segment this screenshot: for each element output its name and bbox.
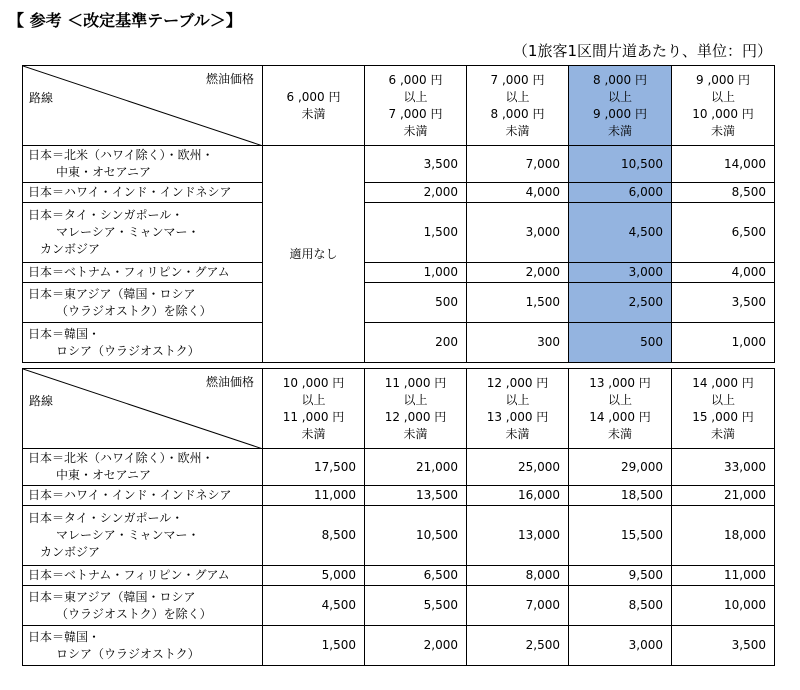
value-cell: 25,000 <box>467 449 569 486</box>
corner-cell <box>23 66 263 146</box>
header-line: 以上 <box>403 89 428 104</box>
value-cell: 6,500 <box>365 566 467 586</box>
header-line: 11 ,000 円 <box>384 375 447 390</box>
route-line: マレーシア・ミャンマー・ <box>56 528 200 542</box>
header-line: 未満 <box>403 123 428 138</box>
value-cell: 3,500 <box>672 626 775 666</box>
header-line: 未満 <box>301 106 326 121</box>
value-cell: 11,000 <box>263 486 365 506</box>
value-cell: 2,000 <box>365 183 467 203</box>
table-row <box>23 626 775 666</box>
value-cell-highlighted: 500 <box>569 323 672 363</box>
header-line: 以上 <box>403 392 428 407</box>
header-cell <box>672 66 775 146</box>
header-cell-highlighted <box>569 66 672 146</box>
route-cell <box>23 283 263 323</box>
route-cell <box>23 183 263 203</box>
route-cell <box>23 146 263 183</box>
header-line: 14 ,000 円 <box>589 409 651 424</box>
value-cell-highlighted: 10,500 <box>569 146 672 183</box>
route-cell <box>23 263 263 283</box>
value-cell: 8,500 <box>569 586 672 626</box>
header-line: 7 ,000 円 <box>388 106 443 121</box>
value-cell: 11,000 <box>672 566 775 586</box>
route-cell <box>23 486 263 506</box>
header-line: 以上 <box>607 89 632 104</box>
table-row <box>23 146 775 183</box>
fuel-price-label: 燃油価格 <box>205 72 254 86</box>
route-line: ロシア（ウラジオストク） <box>56 343 200 358</box>
route-line: 日本＝北米（ハワイ除く）・欧州・ <box>28 451 214 465</box>
value-cell-highlighted: 4,500 <box>569 203 672 263</box>
route-line: ロシア（ウラジオストク） <box>56 646 200 661</box>
value-cell: 3,000 <box>467 203 569 263</box>
value-cell: 5,000 <box>263 566 365 586</box>
header-line: 9 ,000 円 <box>593 106 647 121</box>
route-line: 日本＝北米（ハワイ除く）・欧州・ <box>28 148 214 162</box>
header-cell <box>569 369 672 449</box>
header-line: 10 ,000 円 <box>692 106 754 121</box>
fuel-surcharge-table-1 <box>22 65 775 363</box>
value-cell: 13,500 <box>365 486 467 506</box>
value-cell: 500 <box>365 283 467 323</box>
value-cell: 3,500 <box>672 283 775 323</box>
header-line: 10 ,000 円 <box>282 375 345 390</box>
value-cell: 15,500 <box>569 506 672 566</box>
header-line: 6 ,000 円 <box>286 89 341 104</box>
value-cell-highlighted: 6,000 <box>569 183 672 203</box>
route-line: 日本＝韓国・ <box>28 326 101 341</box>
value-cell: 6,500 <box>672 203 775 263</box>
route-line: 日本＝ベトナム・フィリピン・グアム <box>28 265 230 279</box>
route-cell <box>23 323 263 363</box>
header-line: 14 ,000 円 <box>692 375 754 390</box>
corner-cell <box>23 369 263 449</box>
header-line: 13 ,000 円 <box>589 375 651 390</box>
value-cell: 10,000 <box>672 586 775 626</box>
route-line: 中東・オセアニア <box>56 165 152 179</box>
route-line: 日本＝タイ・シンガポール・ <box>28 208 184 222</box>
value-cell-highlighted: 3,000 <box>569 263 672 283</box>
value-cell: 18,000 <box>672 506 775 566</box>
value-cell: 13,000 <box>467 506 569 566</box>
header-line: 以上 <box>607 392 632 407</box>
value-cell: 1,500 <box>365 203 467 263</box>
route-cell <box>23 449 263 486</box>
route-line: 中東・オセアニア <box>56 468 152 482</box>
value-cell: 21,000 <box>672 486 775 506</box>
header-row <box>23 369 775 449</box>
header-cell <box>672 369 775 449</box>
route-cell <box>23 506 263 566</box>
route-cell <box>23 626 263 666</box>
value-cell: 21,000 <box>365 449 467 486</box>
header-line: 未満 <box>505 426 530 441</box>
value-cell: 17,500 <box>263 449 365 486</box>
header-row <box>23 66 775 146</box>
table-row <box>23 506 775 566</box>
route-label: 路線 <box>29 91 54 105</box>
header-line: 未満 <box>403 426 428 441</box>
not-applicable-cell: 適用なし <box>263 146 365 363</box>
value-cell: 9,500 <box>569 566 672 586</box>
value-cell: 29,000 <box>569 449 672 486</box>
header-line: 12 ,000 円 <box>486 375 549 390</box>
value-cell: 7,000 <box>467 146 569 183</box>
header-cell <box>365 369 467 449</box>
header-line: 未満 <box>301 426 326 441</box>
value-cell: 3,000 <box>569 626 672 666</box>
route-label: 路線 <box>29 394 54 408</box>
value-cell: 2,000 <box>365 626 467 666</box>
route-line: マレーシア・ミャンマー・ <box>56 225 200 239</box>
value-cell-highlighted: 2,500 <box>569 283 672 323</box>
route-cell <box>23 586 263 626</box>
route-line: （ウラジオストク）を除く） <box>56 303 212 318</box>
route-line: 日本＝タイ・シンガポール・ <box>28 511 184 525</box>
route-line: 日本＝ハワイ・インド・インドネシア <box>28 185 232 199</box>
header-cell <box>263 369 365 449</box>
fuel-surcharge-table-2 <box>22 368 775 666</box>
header-line: 以上 <box>505 89 530 104</box>
value-cell: 200 <box>365 323 467 363</box>
value-cell: 1,500 <box>467 283 569 323</box>
value-cell: 4,000 <box>467 183 569 203</box>
header-line: 以上 <box>710 89 735 104</box>
route-line: 日本＝韓国・ <box>28 629 101 644</box>
header-line: 8 ,000 円 <box>593 72 647 87</box>
header-line: 6 ,000 円 <box>388 72 443 87</box>
value-cell: 4,500 <box>263 586 365 626</box>
value-cell: 10,500 <box>365 506 467 566</box>
value-cell: 18,500 <box>569 486 672 506</box>
table-row <box>23 203 775 263</box>
route-line: カンボジア <box>40 242 101 256</box>
value-cell: 2,500 <box>467 626 569 666</box>
header-line: 15 ,000 円 <box>692 409 754 424</box>
value-cell: 5,500 <box>365 586 467 626</box>
unit-note: （1旅客1区間片道あたり、単位：円） <box>512 42 772 60</box>
header-line: 7 ,000 円 <box>490 72 545 87</box>
fuel-price-label: 燃油価格 <box>205 375 254 389</box>
header-line: 以上 <box>710 392 735 407</box>
value-cell: 16,000 <box>467 486 569 506</box>
value-cell: 33,000 <box>672 449 775 486</box>
header-line: 未満 <box>505 123 530 138</box>
table-row <box>23 566 775 586</box>
value-cell: 3,500 <box>365 146 467 183</box>
value-cell: 300 <box>467 323 569 363</box>
header-cell <box>263 66 365 146</box>
route-line: 日本＝東アジア（韓国・ロシア <box>28 589 196 604</box>
header-line: 未満 <box>607 426 632 441</box>
table-row <box>23 283 775 323</box>
value-cell: 1,500 <box>263 626 365 666</box>
header-line: 13 ,000 円 <box>486 409 549 424</box>
value-cell: 1,000 <box>672 323 775 363</box>
value-cell: 8,500 <box>263 506 365 566</box>
value-cell: 7,000 <box>467 586 569 626</box>
table-row <box>23 486 775 506</box>
table-row <box>23 586 775 626</box>
header-cell <box>467 66 569 146</box>
route-cell <box>23 566 263 586</box>
table-row <box>23 449 775 486</box>
value-cell: 2,000 <box>467 263 569 283</box>
value-cell: 1,000 <box>365 263 467 283</box>
route-cell <box>23 203 263 263</box>
table-row <box>23 183 775 203</box>
route-line: 日本＝東アジア（韓国・ロシア <box>28 286 196 301</box>
route-line: 日本＝ベトナム・フィリピン・グアム <box>28 568 230 582</box>
header-line: 未満 <box>607 123 632 138</box>
header-line: 以上 <box>301 392 326 407</box>
header-cell <box>467 369 569 449</box>
value-cell: 8,500 <box>672 183 775 203</box>
header-cell <box>365 66 467 146</box>
header-line: 未満 <box>710 426 735 441</box>
header-line: 以上 <box>505 392 530 407</box>
table-row <box>23 323 775 363</box>
header-line: 9 ,000 円 <box>696 72 750 87</box>
value-cell: 8,000 <box>467 566 569 586</box>
route-line: カンボジア <box>40 545 101 559</box>
header-line: 8 ,000 円 <box>490 106 545 121</box>
header-line: 11 ,000 円 <box>282 409 345 424</box>
route-line: （ウラジオストク）を除く） <box>56 606 212 621</box>
header-line: 未満 <box>710 123 735 138</box>
value-cell: 4,000 <box>672 263 775 283</box>
header-line: 12 ,000 円 <box>384 409 447 424</box>
route-line: 日本＝ハワイ・インド・インドネシア <box>28 488 232 502</box>
page-title: 【 参考 ＜改定基準テーブル＞】 <box>8 11 242 30</box>
value-cell: 14,000 <box>672 146 775 183</box>
table-row <box>23 263 775 283</box>
